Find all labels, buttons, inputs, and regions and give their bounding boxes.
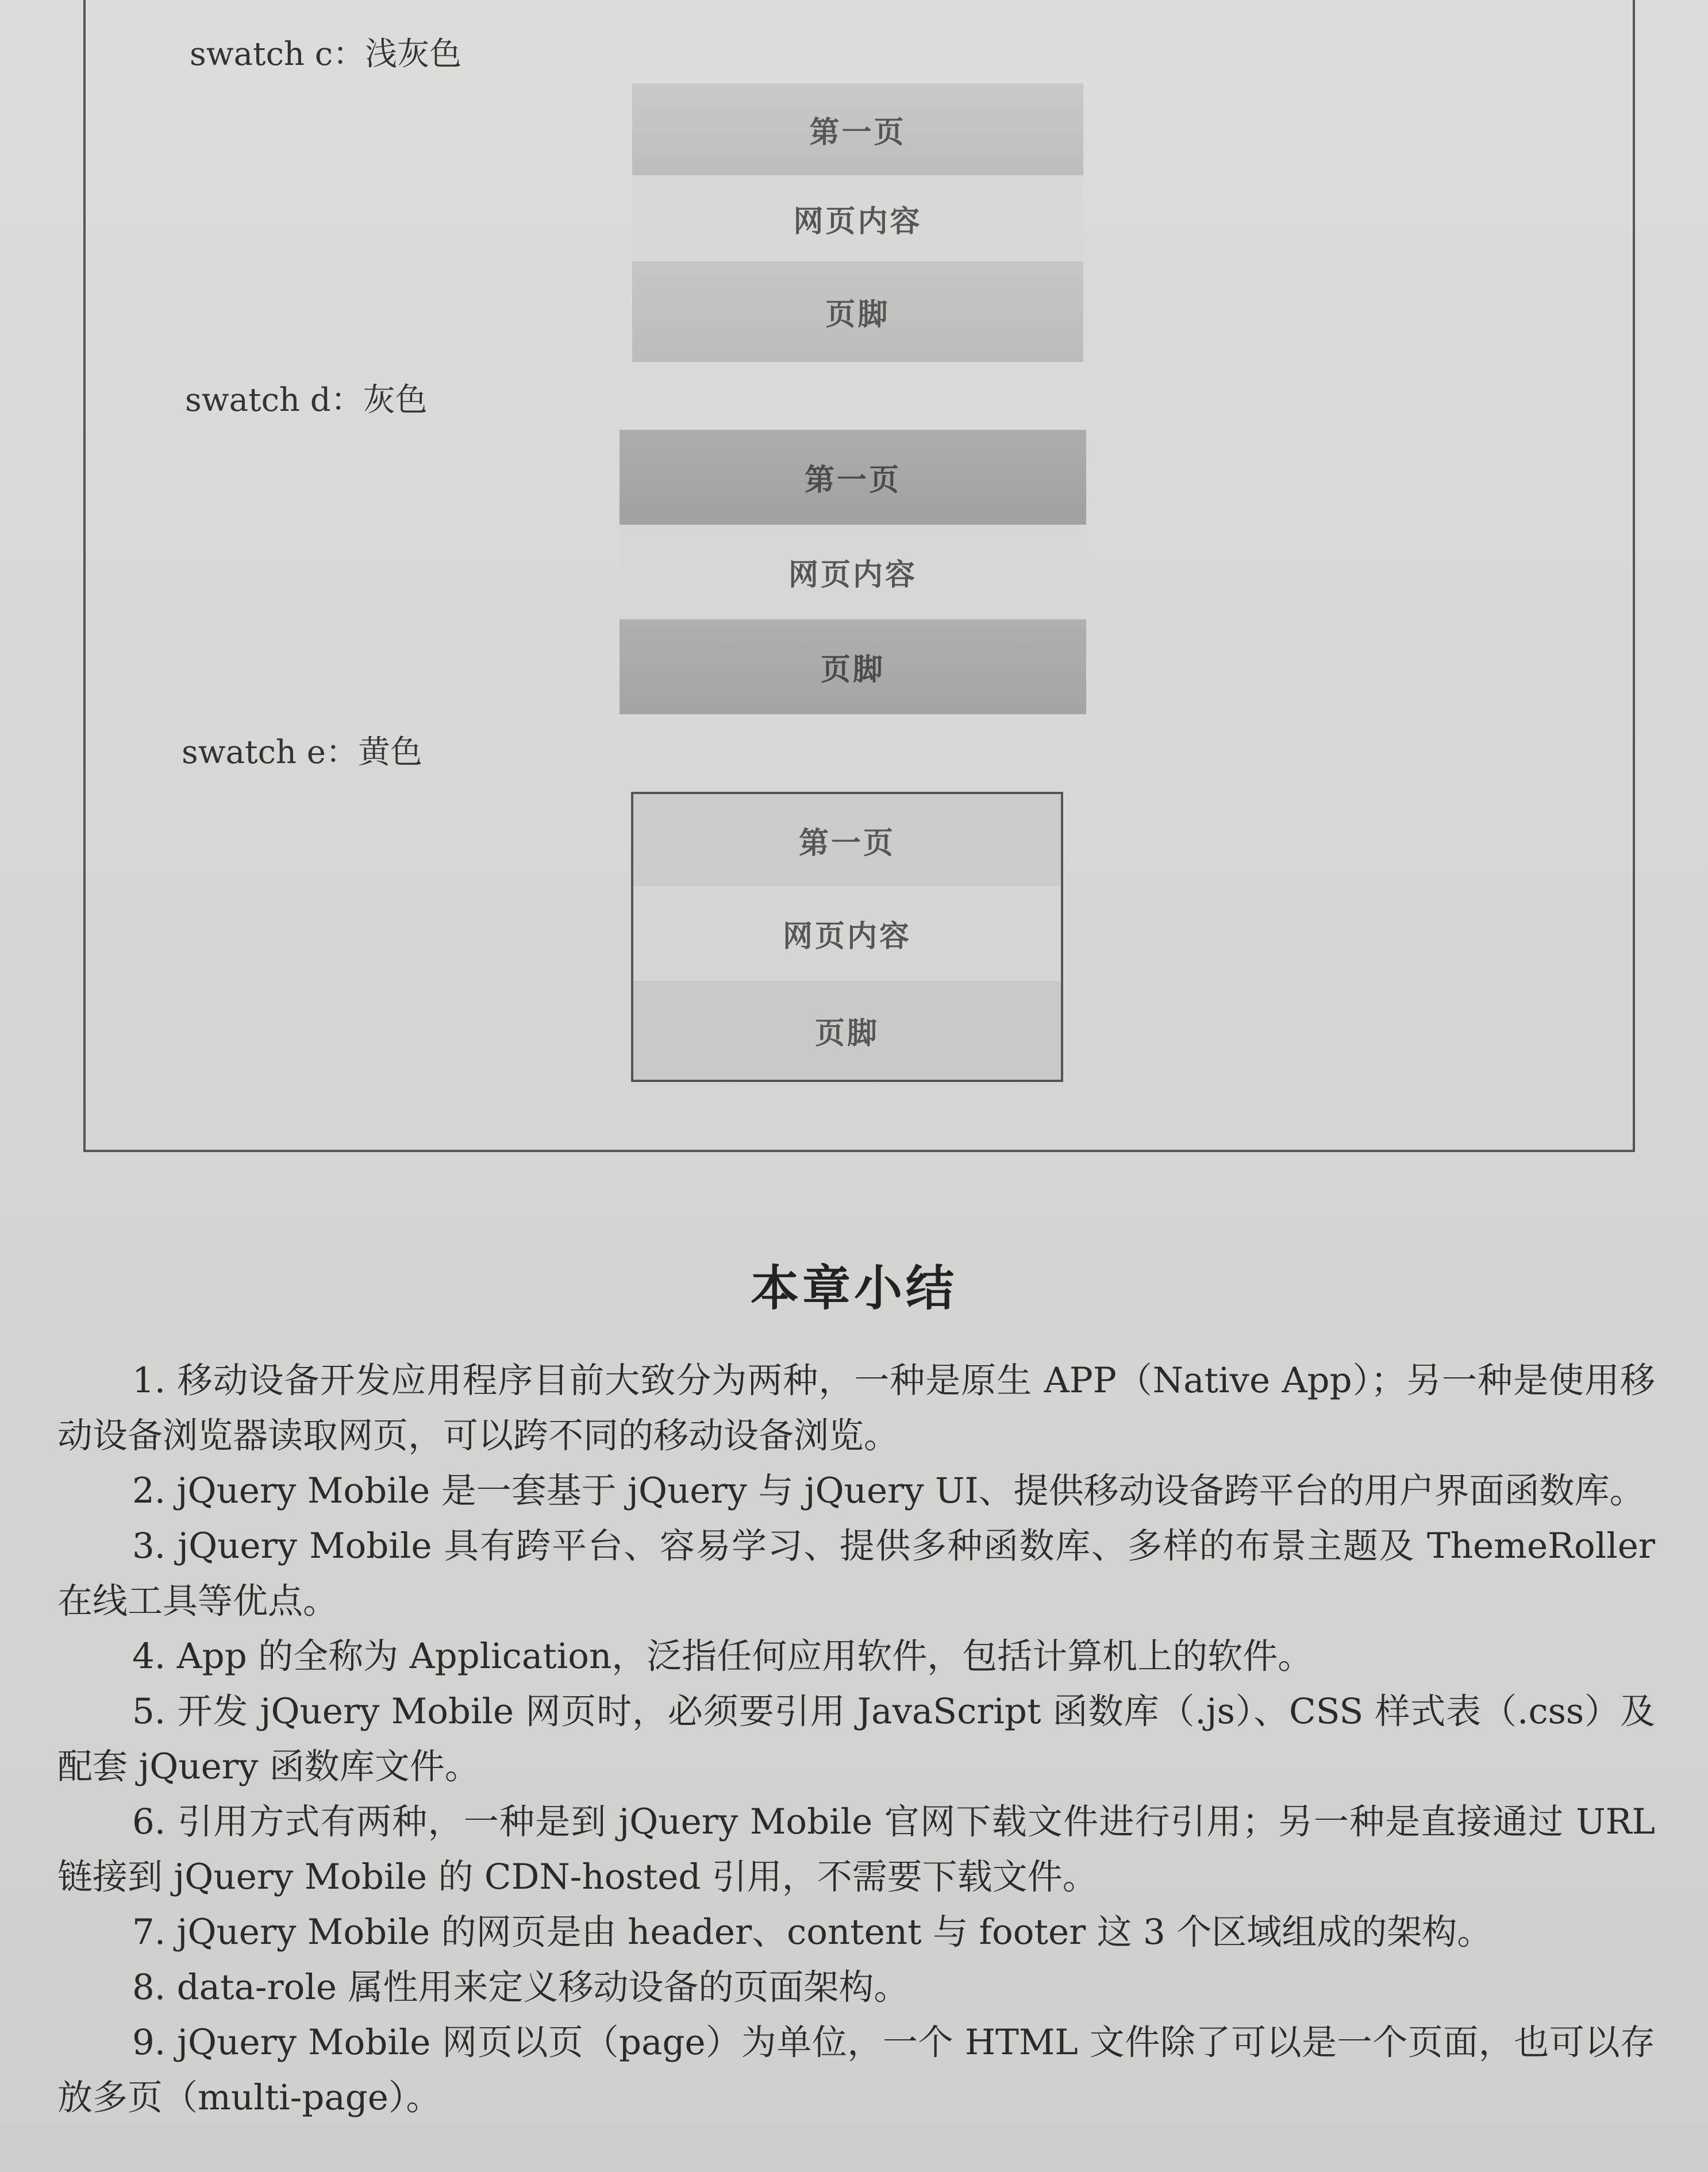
swatch-e-content: 网页内容 bbox=[633, 886, 1061, 981]
summary-item: 2. jQuery Mobile 是一套基于 jQuery 与 jQuery UI、提供移动设备跨平台的用户界面函数库。 bbox=[132, 1470, 1645, 1511]
swatch-e-mockup bbox=[631, 792, 1063, 1082]
summary-item: 4. App 的全称为 Application，泛指任何应用软件，包括计算机上的软件。 bbox=[132, 1636, 1313, 1677]
swatch-e-label: swatch e：黄色 bbox=[182, 734, 422, 771]
summary-item: 5. 开发 jQuery Mobile 网页时，必须要引用 JavaScript 函数库（.js）、CSS 样式表（.css）及配套 jQuery 函数库文件。 bbox=[57, 1691, 1655, 1787]
swatch-c-label: swatch c：浅灰色 bbox=[190, 36, 462, 73]
swatch-c-content: 网页内容 bbox=[632, 175, 1083, 261]
summary-item: 9. jQuery Mobile 网页以页（page）为单位，一个 HTML 文件除了可以是一个页面，也可以存放多页（multi-page）。 bbox=[57, 2022, 1655, 2118]
summary-item: 7. jQuery Mobile 的网页是由 header、content 与 footer 这 3 个区域组成的架构。 bbox=[132, 1912, 1492, 1953]
swatch-d-footer: 页脚 bbox=[620, 619, 1086, 714]
summary-item: 8. data-role 属性用来定义移动设备的页面架构。 bbox=[132, 1967, 909, 2008]
swatch-d-mockup bbox=[620, 430, 1086, 714]
swatch-e-header: 第一页 bbox=[633, 794, 1061, 886]
swatch-c-footer: 页脚 bbox=[632, 261, 1083, 362]
swatch-e-footer: 页脚 bbox=[633, 981, 1061, 1080]
swatch-d-label: swatch d：灰色 bbox=[185, 382, 428, 419]
swatch-c-header: 第一页 bbox=[632, 83, 1083, 175]
swatch-c-mockup bbox=[632, 83, 1083, 362]
summary-item: 6. 引用方式有两种，一种是到 jQuery Mobile 官网下载文件进行引用；另一种是直接通过 URL 链接到 jQuery Mobile 的 CDN-hosted 引用，不需要下载文件。 bbox=[57, 1801, 1655, 1897]
summary-list bbox=[57, 1353, 1655, 2125]
swatch-d-content: 网页内容 bbox=[620, 525, 1086, 619]
section-title: 本章小结 bbox=[750, 1260, 957, 1316]
summary-item: 1. 移动设备开发应用程序目前大致分为两种，一种是原生 APP（Native App）；另一种是使用移动设备浏览器读取网页，可以跨不同的移动设备浏览。 bbox=[57, 1360, 1655, 1456]
summary-item: 3. jQuery Mobile 具有跨平台、容易学习、提供多种函数库、多样的布景主题及 ThemeRoller 在线工具等优点。 bbox=[57, 1526, 1655, 1622]
swatch-d-header: 第一页 bbox=[620, 430, 1086, 525]
